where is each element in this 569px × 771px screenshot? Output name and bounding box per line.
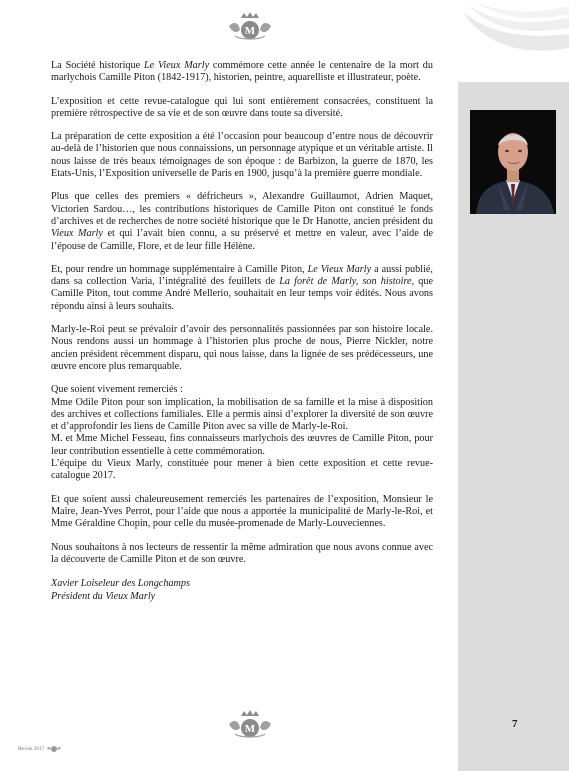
- text-run: Plus que celles des premiers « défricheurs », Alexandre Guillaumot, Adrien Maquet, Victorien Sardou…, les contributions historiques de Camille Piton ont constitué le fonds d’archives et de recherches de notre société historique que le Dr Hanotte, ancien président du: [51, 191, 433, 227]
- text-run: , que Camille Piton, tout comme André Mellerio, souhaitait en leur temps voir édités. Nous avons répondu ainsi à leurs souhaits.: [51, 276, 434, 312]
- paragraph: [51, 264, 433, 313]
- author-portrait: [470, 110, 556, 214]
- text-run: a aussi publié, dans sa collection Varia, l’intégralité des feuillets de: [51, 263, 433, 288]
- paragraph: [51, 324, 433, 373]
- footer-label: Revue 2017: [18, 745, 45, 752]
- text-run: et qui l’avait bien connu, a su préservé et mettre en valeur, avec l’aide de l’épouse de Camille, Flore, et de leur fille Hélène.: [51, 228, 433, 252]
- paragraph: [51, 191, 433, 252]
- thanks-line: L’équipe du Vieux Marly, constituée pour mener à bien cette exposition et cette revue-catalogue 2017.: [51, 458, 433, 482]
- text-run: La Société historique: [51, 60, 144, 71]
- italic-text: Le Vieux Marly: [307, 263, 372, 275]
- crown-m-logo: [227, 10, 273, 42]
- signature-title: Président du Vieux Marly: [51, 591, 156, 603]
- page-number: 7: [512, 718, 518, 730]
- text-run: Et, pour rendre un hommage supplémentaire à Camille Piton,: [51, 263, 308, 275]
- text-run: Marly-le-Roi peut se prévaloir d’avoir des personnalités passionnées par son histoire locale. Nous rendons aussi un hommage à l’historien plus proche de nous, Pierre Nickler, notre ancien président récemment disparu, qui nous laisse, dans la lignée de ses prédécesseurs, une œuvre encore plus remarquable.: [51, 324, 433, 372]
- italic-text: Le Vieux Marly: [143, 60, 210, 71]
- paragraph: [51, 96, 433, 121]
- paragraph: [51, 60, 433, 85]
- svg-text:M: M: [244, 723, 256, 735]
- crown-m-logo: [227, 708, 273, 740]
- text-run: L’exposition et cette revue-catalogue qui lui sont entièrement consacrées, constituent la première rétrospective de sa vie et de son œuvre dans toute sa diversité.: [51, 95, 433, 119]
- signature: [51, 577, 433, 603]
- thanks-heading: Que soient vivement remerciés :: [51, 384, 183, 396]
- italic-text: Vieux Marly: [51, 228, 103, 240]
- editorial-text: [51, 60, 433, 603]
- paragraph: Nous souhaitons à nos lecteurs de ressentir la même admiration que nous avons connue avec la découverte de Camille Piton et de son œuvre.: [51, 541, 433, 565]
- paragraph: [51, 131, 433, 180]
- italic-text: La forêt de Marly, son histoire: [279, 276, 412, 288]
- paragraph: Et que soient aussi chaleureusement remerciés les partenaires de l’exposition, Monsieur le Maire, Jean-Yves Perrot, pour l’aide que nous a apportée la municipalité de Marly-le-Roi, et Mme Géraldine Chopin, pour celle du musée-promenade de Marly-Louveciennes.: [51, 493, 433, 530]
- text-run: commémore cette année le centenaire de la mort du marlychois Camille Piton (1842-1917), historien, peintre, aquarelliste et illustrateur, poète.: [51, 60, 433, 84]
- thanks-line: Mme Odile Piton pour son implication, la mobilisation de sa famille et la mise à disposition des archives et collections familiales. Elle a permis ainsi d’explorer la diversité de son œuvre et d’approfondir les liens de Camille Piton avec sa ville de Marly-le-Roi.: [51, 396, 433, 433]
- thanks-line: M. et Mme Michel Fesseau, fins connaisseurs marlychois des œuvres de Camille Piton, pour leur contribution essentielle à cette commémoration.: [51, 433, 433, 457]
- small-crown-icon: [47, 744, 61, 753]
- page-footer: [18, 744, 61, 753]
- signature-name: Xavier Loiseleur des Longchamps: [51, 578, 190, 590]
- text-run: La préparation de cette exposition a été l’occasion pour beaucoup d’entre nous de découvrir au-delà de l’historien que nous connaissions, un personnage atypique et un véritable artiste. Il nous laisse de très beaux témoignages de son époque : de Barbizon, la guerre de 1870, les Etats-Unis, l’Exposition universelle de Paris en 1900, jusqu’à la première guerre mondiale.: [51, 131, 433, 180]
- corner-ornament: [455, 0, 569, 80]
- svg-text:M: M: [244, 25, 256, 37]
